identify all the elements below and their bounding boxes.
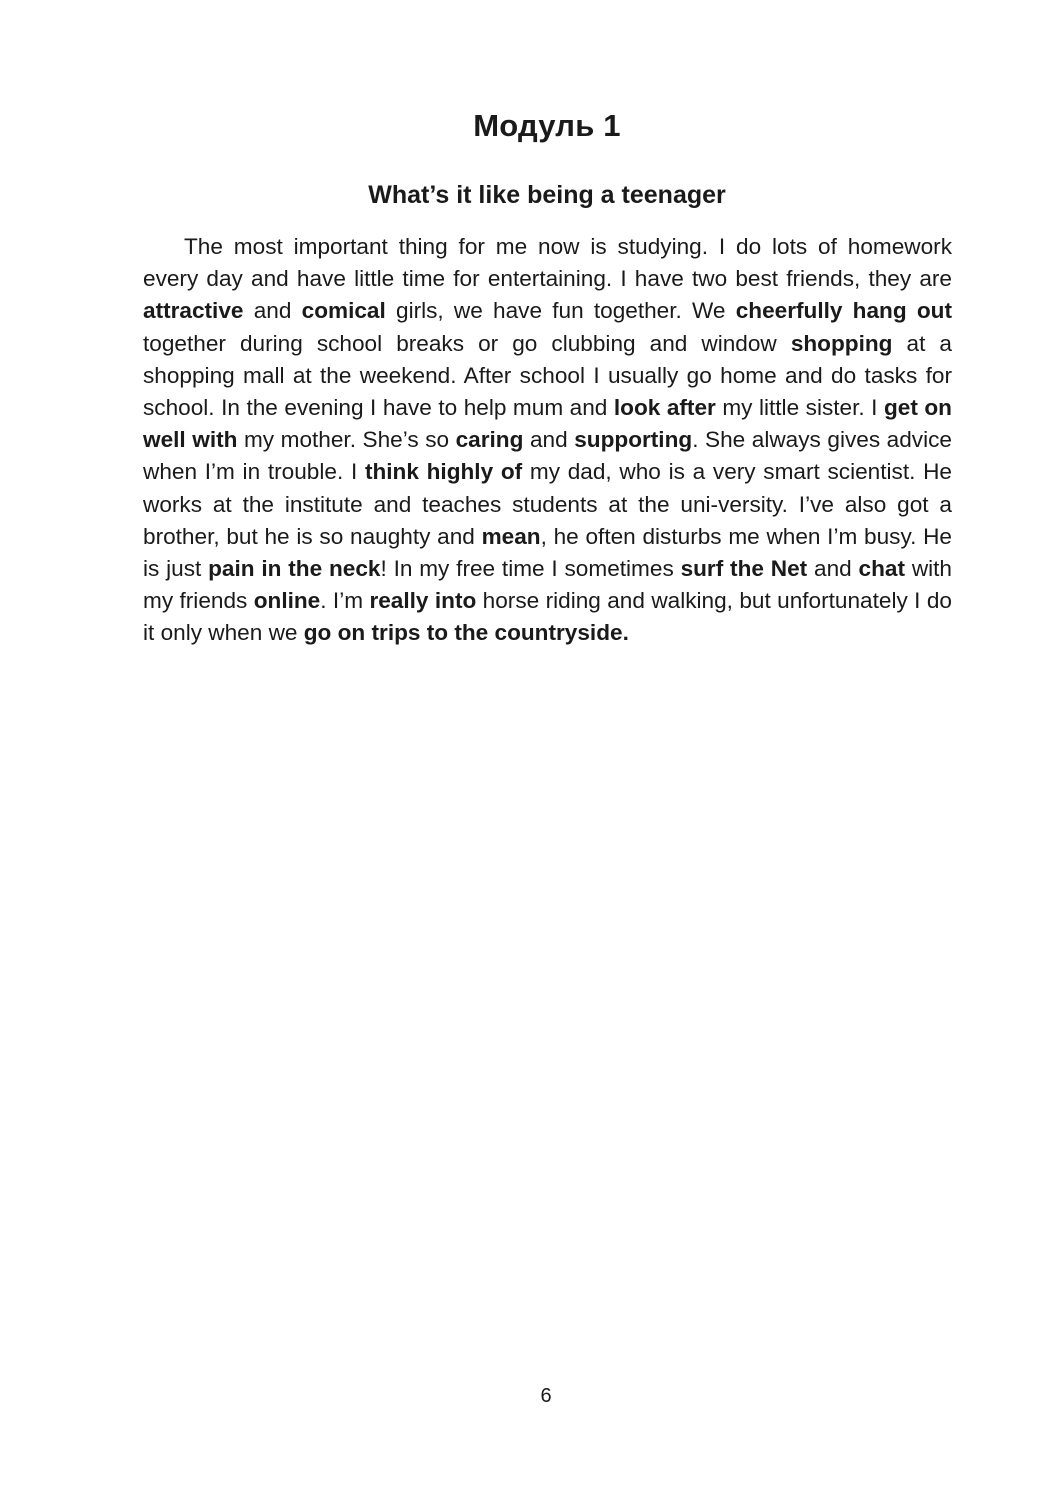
vocab-term: supporting [574, 427, 693, 453]
page-number: 6 [540, 1385, 552, 1407]
vocab-term: caring [455, 427, 524, 453]
text-run: . I’m [320, 588, 370, 614]
text-run: horse riding and walking, but unfortunately I do it only when we [143, 588, 952, 646]
vocab-term: chat [858, 556, 905, 582]
text-run: my mother. She’s so [237, 427, 456, 453]
vocab-term: shopping [790, 330, 893, 356]
section-title: What’s it like being a teenager [368, 181, 726, 209]
text-run: with my friends [143, 556, 952, 614]
text-run: girls, we have fun together. We [385, 298, 736, 324]
text-run: my little sister. I [715, 395, 884, 421]
text-run: ! In my free time I sometimes [380, 556, 681, 582]
text-run: and [523, 427, 575, 453]
text-run: and [807, 556, 859, 582]
text-run: . She always gives advice when I’m in trouble. I [143, 427, 952, 485]
vocab-term: go on trips to the countryside. [303, 620, 629, 646]
vocab-term: comical [301, 298, 386, 324]
vocab-term: get on well with [143, 395, 952, 453]
text-run: The most important thing for me now is studying. I do lots of homework every day and have little time for entertaining. I have two best friends, they are [143, 234, 952, 292]
vocab-term: surf the Net [680, 556, 808, 582]
vocab-term: attractive [143, 298, 244, 324]
body-paragraph [143, 231, 952, 650]
vocab-term: mean [481, 523, 541, 549]
vocab-term: cheerfully hang out [735, 298, 952, 324]
vocab-term: look after [613, 395, 716, 421]
text-run: and [243, 298, 302, 324]
vocab-term: pain in the neck [208, 556, 381, 582]
text-run: my dad, who is a very smart scientist. He works at the institute and teaches students at the uni-​versity. I’ve also got a brother, but he is so naughty and [143, 459, 952, 549]
text-run: together during school breaks or go clubbing and window [143, 330, 791, 356]
text-run: , he often disturbs me when I’m busy. He is just [143, 523, 952, 582]
vocab-term: really into [369, 588, 477, 614]
text-run: at a shopping mall at the weekend. After school I usually go home and do tasks for school. In the evening I have to help mum and [143, 330, 952, 421]
vocab-term: online [253, 588, 321, 614]
module-title: Модуль 1 [473, 108, 621, 143]
vocab-term: think highly of [364, 459, 523, 485]
